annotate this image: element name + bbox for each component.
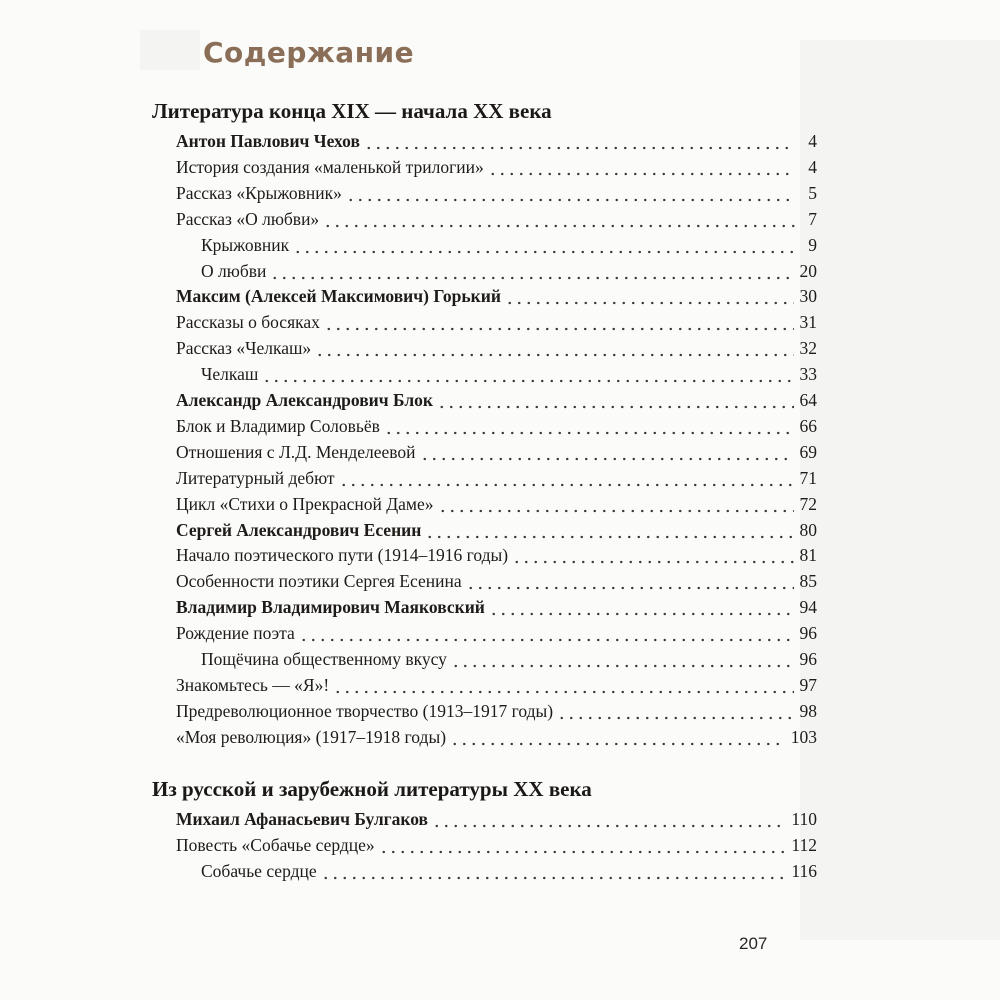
show-through-shadow bbox=[800, 40, 1000, 940]
dot-leader bbox=[262, 367, 793, 383]
dot-leader bbox=[384, 419, 794, 435]
toc-entry-page: 31 bbox=[799, 312, 817, 333]
toc-entry-page: 64 bbox=[799, 390, 817, 410]
toc-entry-label: Пощёчина общественному вкусу bbox=[201, 649, 447, 669]
dot-leader bbox=[466, 574, 794, 590]
dot-leader bbox=[557, 704, 793, 720]
toc-entry-page: 9 bbox=[808, 234, 817, 255]
toc-entry-page: 4 bbox=[808, 156, 817, 177]
dot-leader bbox=[339, 471, 794, 487]
toc-entry-page: 98 bbox=[799, 700, 817, 721]
section-heading: Литература конца XIX — начала XX века bbox=[152, 99, 552, 123]
toc-entry[interactable] bbox=[0, 566, 817, 592]
dot-leader bbox=[333, 678, 793, 694]
toc-entry[interactable] bbox=[0, 411, 817, 437]
toc-entry-page: 7 bbox=[808, 208, 817, 229]
dot-leader bbox=[451, 652, 794, 668]
toc-entry-page: 85 bbox=[799, 571, 817, 592]
toc-entry-label: История создания «маленькой трилогии» bbox=[176, 156, 484, 177]
dot-leader bbox=[299, 626, 794, 642]
toc-entry[interactable] bbox=[0, 804, 817, 830]
dot-leader bbox=[379, 838, 786, 854]
dot-leader bbox=[321, 864, 786, 880]
dot-leader bbox=[324, 315, 794, 331]
toc-entry-page: 4 bbox=[808, 131, 817, 151]
toc-entry-label: Крыжовник bbox=[201, 234, 290, 255]
toc-entry-page: 20 bbox=[799, 260, 817, 281]
section-heading: Из русской и зарубежной литературы XX века bbox=[152, 777, 592, 801]
dot-leader bbox=[505, 289, 794, 305]
page-title: Содержание bbox=[203, 36, 415, 69]
toc-entry-label: Отношения с Л.Д. Менделеевой bbox=[176, 441, 416, 462]
toc-entry-label: О любви bbox=[201, 260, 267, 281]
toc-entry-page: 81 bbox=[799, 545, 817, 566]
toc-entry-page: 80 bbox=[799, 519, 817, 540]
toc-entry-page: 32 bbox=[799, 338, 817, 359]
toc-entry[interactable] bbox=[0, 230, 817, 256]
toc-entry[interactable] bbox=[0, 307, 817, 333]
toc-entry-page: 94 bbox=[799, 597, 817, 618]
show-through-shadow bbox=[140, 30, 200, 70]
toc-entry[interactable] bbox=[0, 670, 817, 696]
toc-entry-label: Цикл «Стихи о Прекрасной Даме» bbox=[176, 493, 434, 514]
dot-leader bbox=[315, 341, 793, 357]
toc-entry[interactable] bbox=[0, 644, 817, 670]
toc-entry[interactable] bbox=[0, 856, 817, 882]
dot-leader bbox=[293, 238, 795, 254]
toc-entry-label: Предреволюционное творчество (1913–1917 годы) bbox=[176, 700, 554, 721]
toc-entry[interactable] bbox=[0, 256, 817, 282]
page-number: 207 bbox=[739, 934, 768, 953]
toc-entry[interactable] bbox=[0, 152, 817, 178]
dot-leader bbox=[346, 186, 795, 202]
toc-entry[interactable] bbox=[0, 463, 817, 489]
toc-entry[interactable] bbox=[0, 333, 817, 359]
toc-entry[interactable] bbox=[0, 204, 817, 230]
toc-entry[interactable] bbox=[0, 540, 817, 566]
toc-entry-page: 116 bbox=[791, 860, 817, 881]
toc-entry-label: Максим (Алексей Максимович) Горький bbox=[176, 286, 501, 307]
toc-entry[interactable] bbox=[0, 281, 817, 307]
dot-leader bbox=[488, 160, 795, 176]
toc-entry[interactable] bbox=[0, 437, 817, 463]
toc-entry[interactable] bbox=[0, 126, 817, 152]
dot-leader bbox=[425, 523, 793, 539]
dot-leader bbox=[364, 134, 795, 150]
toc-entry-label: Владимир Владимирович Маяковский bbox=[176, 597, 485, 618]
toc-entry-label: Литературный дебют bbox=[176, 467, 335, 488]
dot-leader bbox=[420, 445, 794, 461]
toc-entry[interactable] bbox=[0, 722, 817, 748]
toc-entry[interactable] bbox=[0, 830, 817, 856]
dot-leader bbox=[512, 548, 793, 564]
toc-entry-label: Начало поэтического пути (1914–1916 годы) bbox=[176, 545, 509, 566]
dot-leader bbox=[323, 212, 795, 228]
dot-leader bbox=[432, 812, 785, 828]
dot-leader bbox=[437, 393, 794, 409]
toc-entry[interactable] bbox=[0, 359, 817, 385]
toc-entry-label: Особенности поэтики Сергея Есенина bbox=[176, 571, 462, 592]
toc-entry-label: Рассказ «О любви» bbox=[176, 208, 320, 229]
toc-entry-label: Знакомьтесь — «Я»! bbox=[176, 674, 330, 695]
toc-entry[interactable] bbox=[0, 592, 817, 618]
toc-entry-label: Челкаш bbox=[201, 364, 259, 385]
toc-entry[interactable] bbox=[0, 696, 817, 722]
toc-entry-label: Блок и Владимир Соловьёв bbox=[176, 415, 380, 436]
toc-entry-label: «Моя революция» (1917–1918 годы) bbox=[176, 726, 447, 747]
toc-entry-label: Антон Павлович Чехов bbox=[176, 131, 360, 151]
dot-leader bbox=[270, 264, 793, 280]
toc-entry-label: Собачье сердце bbox=[201, 860, 317, 881]
toc-entry-page: 72 bbox=[799, 493, 817, 514]
toc-entry-label: Рождение поэта bbox=[176, 623, 295, 644]
dot-leader bbox=[438, 497, 794, 513]
toc-entry-label: Рассказ «Крыжовник» bbox=[176, 182, 342, 203]
toc-entry-page: 96 bbox=[799, 649, 817, 669]
toc-entry-page: 103 bbox=[790, 726, 817, 747]
toc-entry[interactable] bbox=[0, 618, 817, 644]
toc-entry-page: 71 bbox=[799, 467, 817, 488]
dot-leader bbox=[489, 600, 794, 616]
toc-entry-page: 110 bbox=[791, 809, 817, 829]
toc-entry-page: 97 bbox=[799, 674, 817, 695]
toc-entry-page: 5 bbox=[808, 182, 817, 203]
toc-entry-page: 30 bbox=[799, 286, 817, 307]
toc-entry-page: 96 bbox=[799, 623, 817, 644]
toc-entry-label: Рассказ «Челкаш» bbox=[176, 338, 312, 359]
toc-entry[interactable] bbox=[0, 385, 817, 411]
toc-entry-label: Сергей Александрович Есенин bbox=[176, 519, 422, 540]
toc-entry-page: 112 bbox=[791, 834, 817, 855]
toc-entry-label: Рассказы о босяках bbox=[176, 312, 320, 333]
toc-entry[interactable] bbox=[0, 489, 817, 515]
toc-entry-page: 69 bbox=[799, 441, 817, 462]
toc-entry-label: Александр Александрович Блок bbox=[176, 390, 433, 410]
dot-leader bbox=[450, 730, 785, 746]
toc-entry[interactable] bbox=[0, 178, 817, 204]
toc-entry-page: 33 bbox=[799, 364, 817, 385]
toc-entry-label: Повесть «Собачье сердце» bbox=[176, 834, 375, 855]
toc-entry-label: Михаил Афанасьевич Булгаков bbox=[176, 809, 428, 829]
toc-entry-page: 66 bbox=[799, 415, 817, 436]
toc-entry[interactable] bbox=[0, 515, 817, 541]
